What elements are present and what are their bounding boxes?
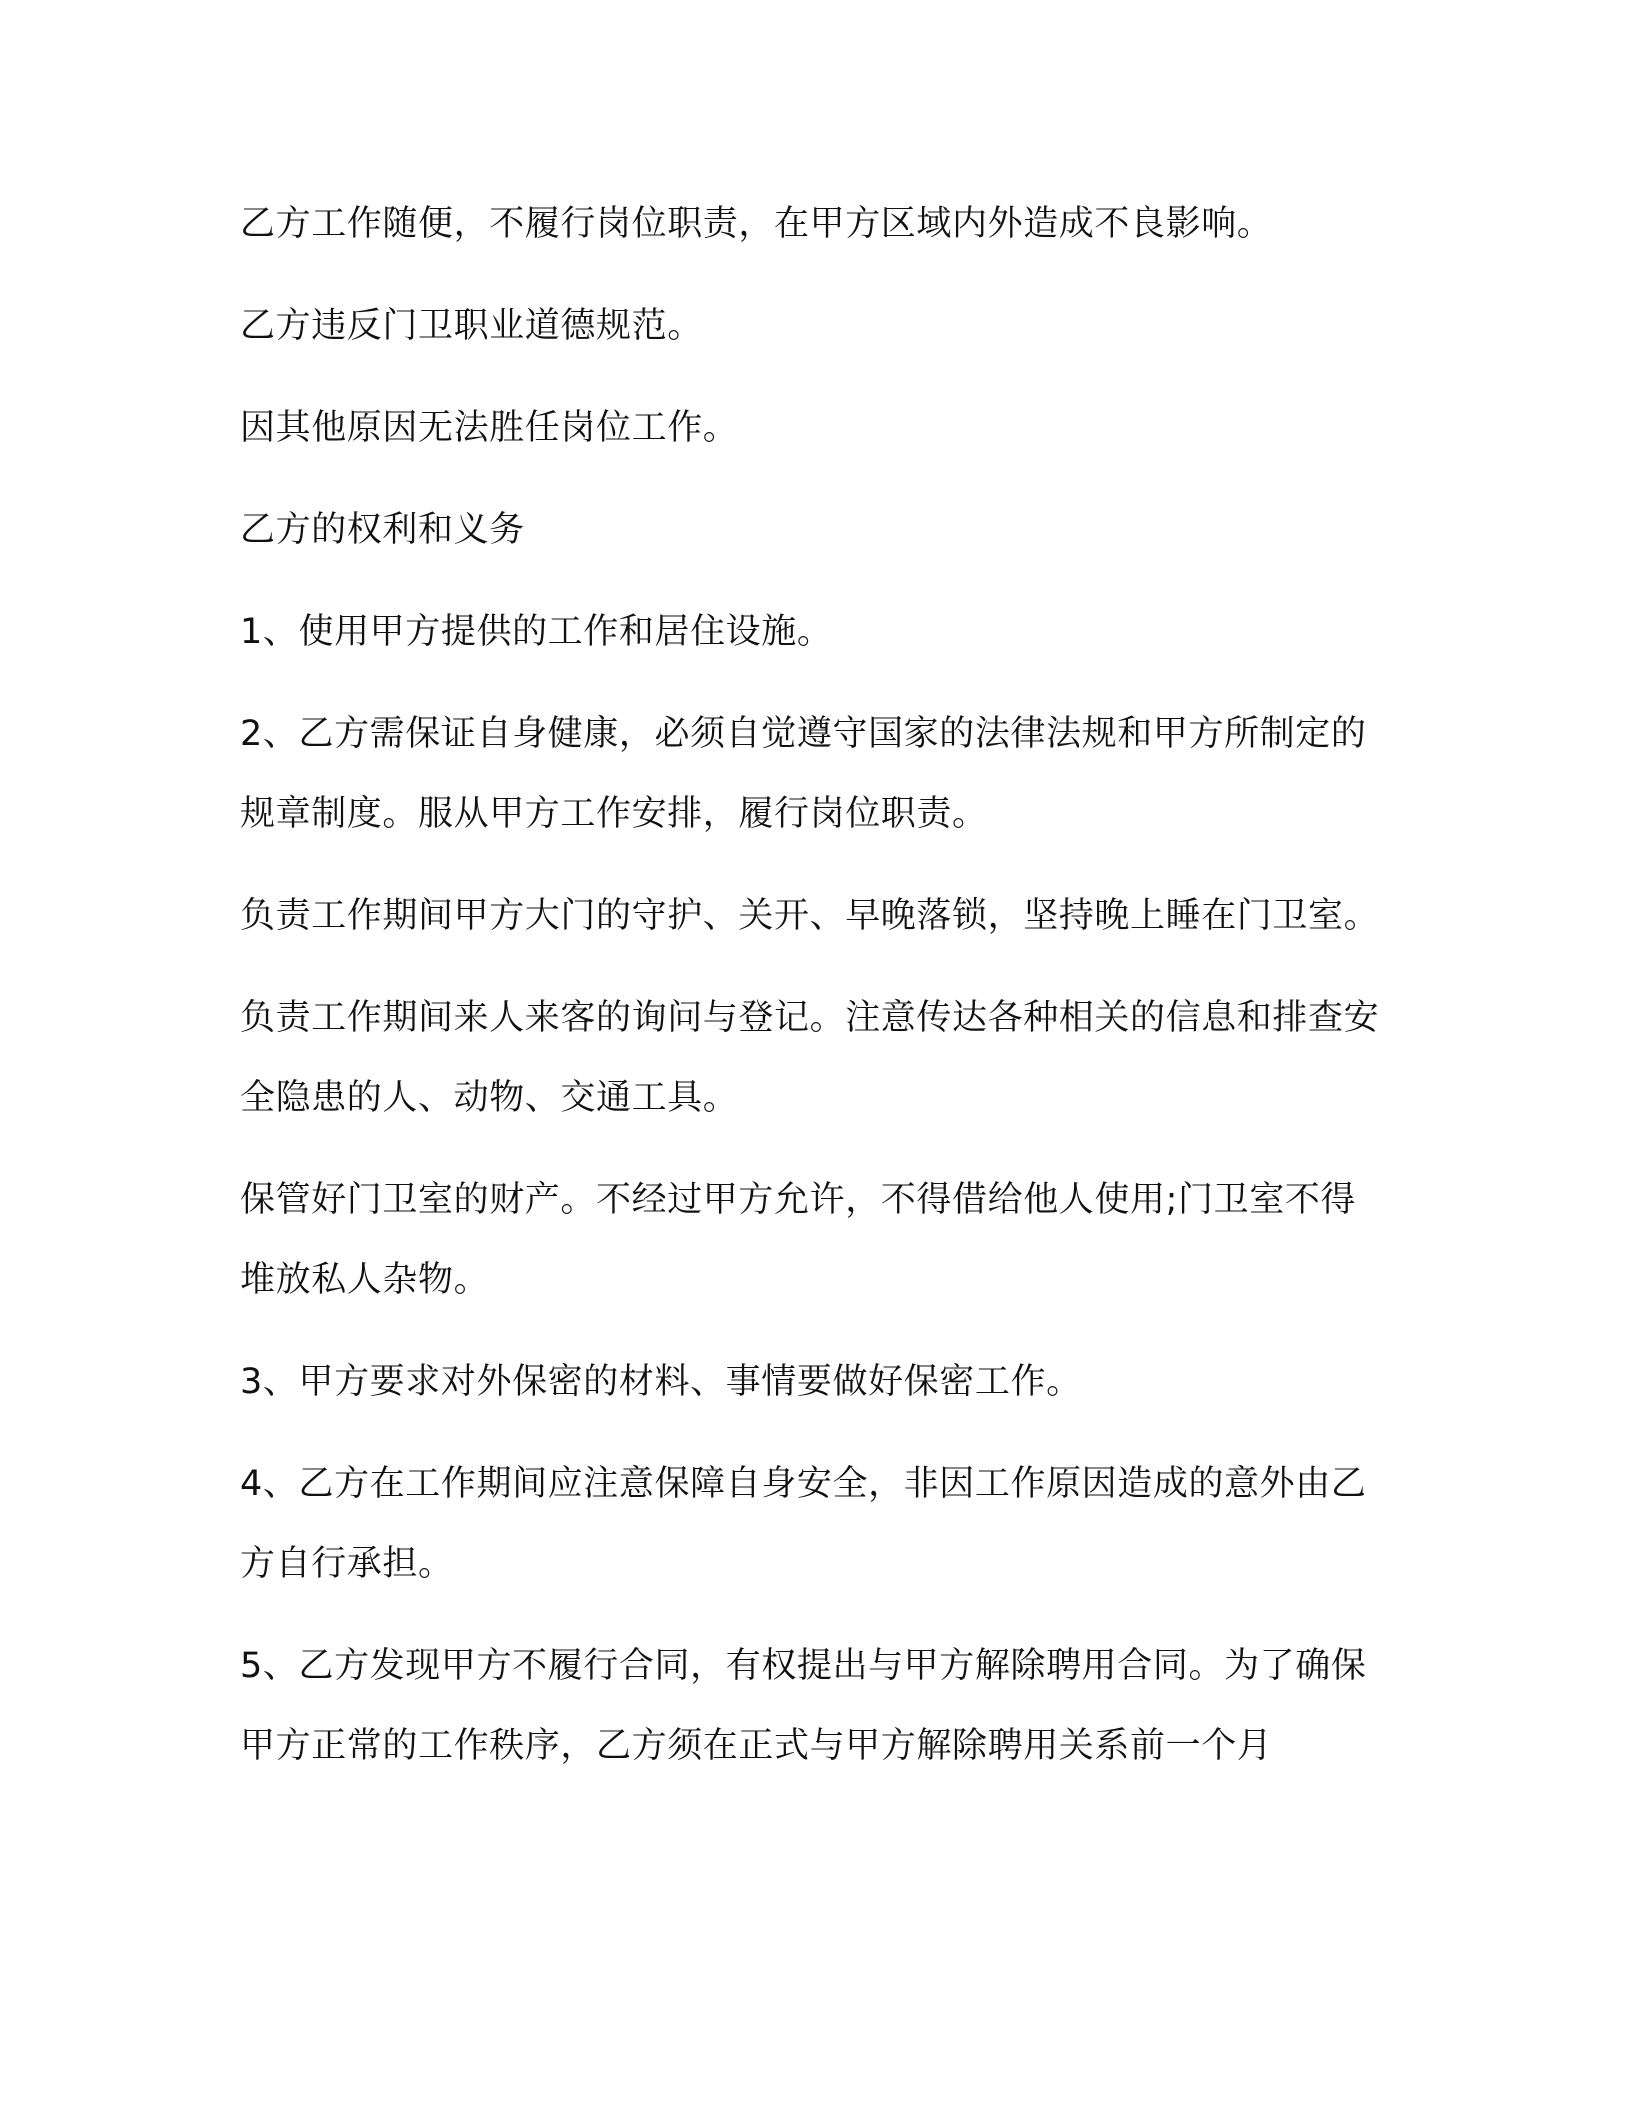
list-item: 2、乙方需保证自身健康，必须自觉遵守国家的法律法规和甲方所制定的规章制度。服从甲方工作安排，履行岗位职责。 — [240, 714, 1367, 834]
list-item: 5、乙方发现甲方不履行合同，有权提出与甲方解除聘用合同。为了确保甲方正常的工作秩序，乙方须在正式与甲方解除聘用关系前一个月 — [240, 1646, 1367, 1766]
list-item: 3、甲方要求对外保密的材料、事情要做好保密工作。 — [240, 1362, 1082, 1402]
paragraph: 负责工作期间来人来客的询问与登记。注意传达各种相关的信息和排查安全隐患的人、动物、交通工具。 — [240, 998, 1380, 1118]
document-body — [240, 184, 1390, 1808]
section-heading: 乙方的权利和义务 — [240, 510, 525, 550]
paragraph: 因其他原因无法胜任岗位工作。 — [240, 408, 739, 448]
paragraph: 乙方工作随便，不履行岗位职责，在甲方区域内外造成不良影响。 — [240, 204, 1273, 244]
list-item: 1、使用甲方提供的工作和居住设施。 — [240, 612, 833, 652]
list-item: 4、乙方在工作期间应注意保障自身安全，非因工作原因造成的意外由乙方自行承担。 — [240, 1464, 1367, 1584]
paragraph: 保管好门卫室的财产。不经过甲方允许，不得借给他人使用;门卫室不得堆放私人杂物。 — [240, 1180, 1356, 1300]
paragraph: 负责工作期间甲方大门的守护、关开、早晚落锁，坚持晚上睡在门卫室。 — [240, 896, 1380, 936]
paragraph: 乙方违反门卫职业道德规范。 — [240, 306, 703, 346]
